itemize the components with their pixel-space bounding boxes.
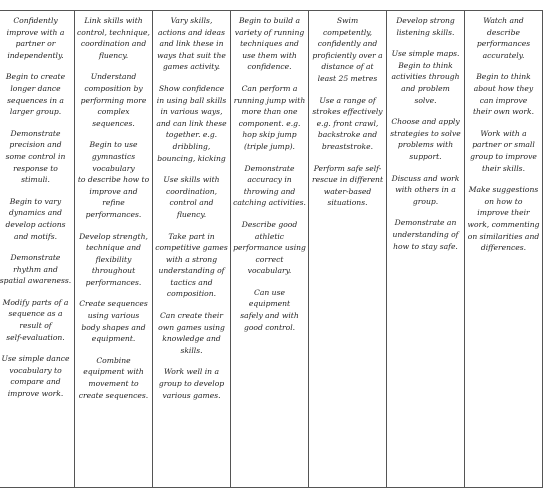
skill-statement: Watch and describe performances accurately. xyxy=(476,16,531,60)
column-gymnastics xyxy=(75,11,153,488)
skill-statement: Begin to build a variety of running techniques and use them with confidence. xyxy=(234,16,305,72)
skill-statement: Confidently improve with a partner or independently. xyxy=(6,16,65,60)
skill-statement: Work well in a group to develop various games. xyxy=(158,367,225,400)
skill-statement: Can use equipment safely and with good control. xyxy=(240,287,299,332)
skill-statement: Vary skills, actions and ideas and link these in ways that suit the games activity. xyxy=(157,16,226,72)
skill-statement: Perform safe self- rescue in different water-based situations. xyxy=(311,163,384,208)
skill-statement: Demonstrate an understanding of how to stay safe. xyxy=(392,218,459,251)
column-athletics xyxy=(231,11,309,488)
skill-statement: Begin to vary dynamics and develop actions and motifs. xyxy=(5,196,66,241)
skill-statement: Can perform a running jump with more than one component. e.g. hop skip jump (triple jump). xyxy=(233,83,306,151)
skill-statement: Discuss and work with others in a group. xyxy=(391,173,460,206)
column-outdoor-adventure xyxy=(387,11,465,488)
skill-statement: Link skills with control, technique, coordination and fluency. xyxy=(77,16,150,60)
skill-statement: Develop strength, technique and flexibility throughout performances. xyxy=(79,231,148,287)
skill-statement: Demonstrate precision and some control in response to stimuli. xyxy=(5,128,66,185)
skills-table xyxy=(0,10,543,488)
skill-statement: Demonstrate accuracy in throwing and catching activities. xyxy=(233,163,306,208)
skill-statement: Make suggestions on how to improve their work, commenting on similarities and differences. xyxy=(467,185,540,253)
skill-statement: Understand composition by performing more complex sequences. xyxy=(80,72,147,128)
skill-statement: Modify parts of a sequence as a result of self-evaluation. xyxy=(2,297,69,342)
skill-statement: Work with a partner or small group to improve their skills. xyxy=(470,128,537,173)
skill-statement: Demonstrate rhythm and spatial awareness. xyxy=(0,253,72,286)
skill-statement: Use skills with coordination, control and fluency. xyxy=(163,175,220,219)
skill-statement: Begin to use gymnastics vocabulary to describe how to improve and refine performances. xyxy=(77,140,150,219)
table-row xyxy=(0,11,543,488)
skill-statement: Begin to create longer dance sequences in a larger group. xyxy=(5,72,66,117)
column-evaluation xyxy=(465,11,543,488)
column-dance xyxy=(0,11,75,488)
skill-statement: Show confidence in using ball skills in various ways, and can link these together. e.g. dribbling, bouncing, kicking xyxy=(156,83,227,163)
skill-statement: Create sequences using various body shapes and equipment. xyxy=(79,299,148,344)
skill-statement: Can create their own games using knowledge and skills. xyxy=(158,311,225,355)
skill-statement: Combine equipment with movement to create sequences. xyxy=(78,355,149,400)
skill-statement: Describe good athletic performance using correct vocabulary. xyxy=(233,219,306,276)
skill-statement: Begin to think about how they can improve their own work. xyxy=(472,72,534,117)
skill-statement: Take part in competitive games with a strong understanding of tactics and composition. xyxy=(155,231,228,299)
column-swimming xyxy=(309,11,387,488)
skill-statement: Develop strong listening skills. xyxy=(396,16,455,37)
skill-statement: Use a range of strokes effectively e.g. front crawl, backstroke and breaststroke. xyxy=(312,95,383,151)
skill-statement: Swim competently, confidently and proficiently over a distance of at least 25 metres xyxy=(312,16,383,83)
column-games xyxy=(153,11,231,488)
skill-statement: Choose and apply strategies to solve problems with support. xyxy=(390,117,461,161)
skill-statement: Use simple dance vocabulary to compare and improve work. xyxy=(1,354,70,399)
skill-statement: Use simple maps. Begin to think activities through and problem solve. xyxy=(391,49,460,105)
